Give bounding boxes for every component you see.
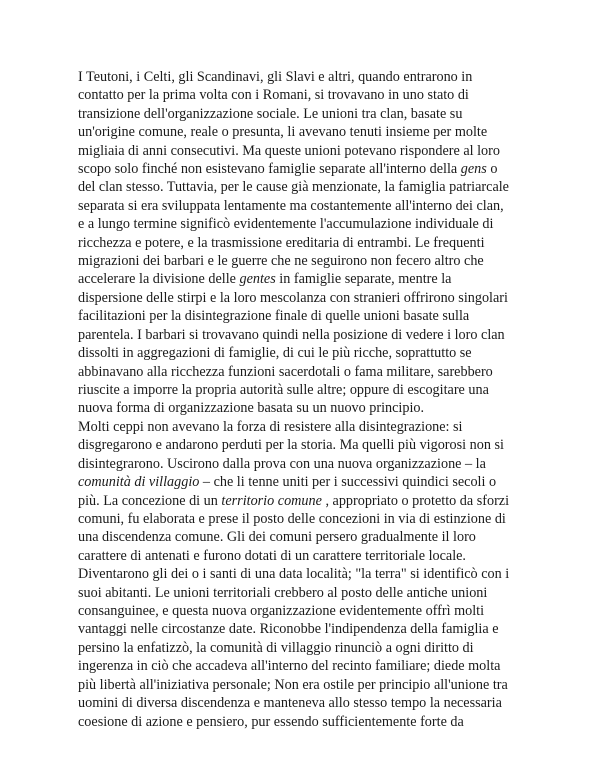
text-run: separata si era sviluppata lentamente ma costantemente all'interno dei clan, xyxy=(78,197,504,214)
text-line xyxy=(78,528,538,546)
text-run: persino la enfatizzò, la comunità di villaggio rinunciò a ogni diritto di xyxy=(78,639,474,656)
text-line xyxy=(78,86,538,104)
text-line xyxy=(78,510,538,528)
text-run: uomini di diversa discendenza e manteneva allo stesso tempo la necessaria xyxy=(78,695,502,712)
text-line xyxy=(78,363,538,381)
text-run: coesione di azione e pensiero, pur essendo sufficientemente forte da xyxy=(78,713,464,730)
italic-term: comunità di villaggio xyxy=(78,474,200,491)
text-run: migrazioni dei barbari e le guerre che ne seguirono non fecero altro che xyxy=(78,253,484,270)
text-run: parentela. I barbari si trovavano quindi nella posizione di vedere i loro clan xyxy=(78,326,505,343)
text-run: dispersione delle stirpi e la loro mescolanza con stranieri offrirono singolari xyxy=(78,289,508,306)
text-run: accelerare la divisione delle xyxy=(78,271,240,288)
text-run: più. La concezione di un xyxy=(78,492,222,509)
text-run: consanguinee, e questa nuova organizzazione evidentemente offrì molti xyxy=(78,603,485,620)
text-run: I Teutoni, i Celti, gli Scandinavi, gli Slavi e altri, quando entrarono in xyxy=(78,69,473,85)
text-line xyxy=(78,68,538,86)
paragraph-1 xyxy=(78,68,538,418)
text-run: facilitazioni per la disintegrazione finale di quelle unioni basate sulla xyxy=(78,308,470,325)
text-line xyxy=(78,381,538,399)
text-line xyxy=(78,584,538,602)
text-line xyxy=(78,197,538,215)
text-line xyxy=(78,565,538,583)
text-line xyxy=(78,178,538,196)
text-line xyxy=(78,657,538,675)
text-line xyxy=(78,142,538,160)
text-run: una discendenza comune. Gli dei comuni persero gradualmente il loro xyxy=(78,529,476,546)
text-line xyxy=(78,676,538,694)
text-run: vantaggi nelle circostanze date. Riconobbe l'indipendenza della famiglia e xyxy=(78,621,499,638)
text-line xyxy=(78,234,538,252)
text-line xyxy=(78,547,538,565)
text-line xyxy=(78,215,538,233)
text-run: un'origine comune, reale o presunta, li avevano tenuti insieme per molte xyxy=(78,124,488,141)
text-line xyxy=(78,492,538,510)
text-line xyxy=(78,307,538,325)
text-run: contatto per la prima volta con i Romani, si trovavano in uno stato di xyxy=(78,87,469,104)
text-line xyxy=(78,344,538,362)
text-line xyxy=(78,418,538,436)
text-line xyxy=(78,455,538,473)
text-line xyxy=(78,105,538,123)
text-line xyxy=(78,399,538,417)
text-run: del clan stesso. Tuttavia, per le cause già menzionate, la famiglia patriarcale xyxy=(78,179,509,196)
text-run: Molti ceppi non avevano la forza di resistere alla disintegrazione: si xyxy=(78,419,463,435)
text-line xyxy=(78,436,538,454)
text-line xyxy=(78,473,538,491)
text-line xyxy=(78,160,538,178)
text-run: carattere di antenati e furono dotati di un carattere territoriale locale. xyxy=(78,547,466,564)
text-run: nuova forma di organizzazione basata su un nuovo principio. xyxy=(78,400,425,417)
italic-term: gentes xyxy=(239,271,276,288)
text-run: riuscite a imporre la propria autorità sulle altre; oppure di escogitare una xyxy=(78,381,489,398)
text-run: ricchezza e potere, e la trasmissione ereditaria di entrambi. Le frequenti xyxy=(78,234,485,251)
text-run: disintegrarono. Uscirono dalla prova con una nuova organizzazione – la xyxy=(78,455,486,472)
text-run: Diventarono gli dei o i santi di una data località; "la terra" si identificò con i xyxy=(78,566,510,583)
text-run: dissolti in aggregazioni di famiglie, di cui le più ricche, soprattutto se xyxy=(78,345,472,362)
text-line xyxy=(78,713,538,731)
text-run: – che li tenne uniti per i successivi quindici secoli o xyxy=(199,474,497,491)
text-run: , appropriato o protetto da sforzi xyxy=(321,492,510,509)
text-run: o xyxy=(486,161,498,178)
text-line xyxy=(78,326,538,344)
text-run: transizione dell'organizzazione sociale. Le unioni tra clan, basate su xyxy=(78,105,463,122)
text-run: scopo solo finché non esistevano famiglie separate all'interno della xyxy=(78,161,461,178)
text-run: ingerenza in ciò che accadeva all'interno del recinto familiare; diede molta xyxy=(78,658,501,675)
text-run: in famiglie separate, mentre la xyxy=(275,271,452,288)
text-line xyxy=(78,602,538,620)
text-run: disgregarono e andarono perduti per la storia. Ma quelli più vigorosi non si xyxy=(78,437,504,454)
text-line xyxy=(78,694,538,712)
text-run: comuni, fu elaborata e prese il posto delle concezioni in via di estinzione di xyxy=(78,511,506,528)
text-run: e a lungo termine significò evidentemente l'accumulazione individuale di xyxy=(78,216,494,233)
italic-term: gens xyxy=(460,161,487,178)
text-line xyxy=(78,270,538,288)
text-run: abbinavano alla ricchezza funzioni sacerdotali o fama militare, sarebbero xyxy=(78,363,493,380)
text-run: suoi abitanti. Le unioni territoriali crebbero al posto delle antiche unioni xyxy=(78,584,488,601)
paragraph-2 xyxy=(78,418,538,731)
text-line xyxy=(78,252,538,270)
text-line xyxy=(78,123,538,141)
text-run: più libertà all'iniziativa personale; Non era ostile per principio all'unione tra xyxy=(78,676,508,693)
text-line xyxy=(78,620,538,638)
italic-term: territorio comune xyxy=(221,492,322,509)
text-line xyxy=(78,639,538,657)
text-run: migliaia di anni consecutivi. Ma queste unioni potevano rispondere al loro xyxy=(78,142,500,159)
text-line xyxy=(78,289,538,307)
